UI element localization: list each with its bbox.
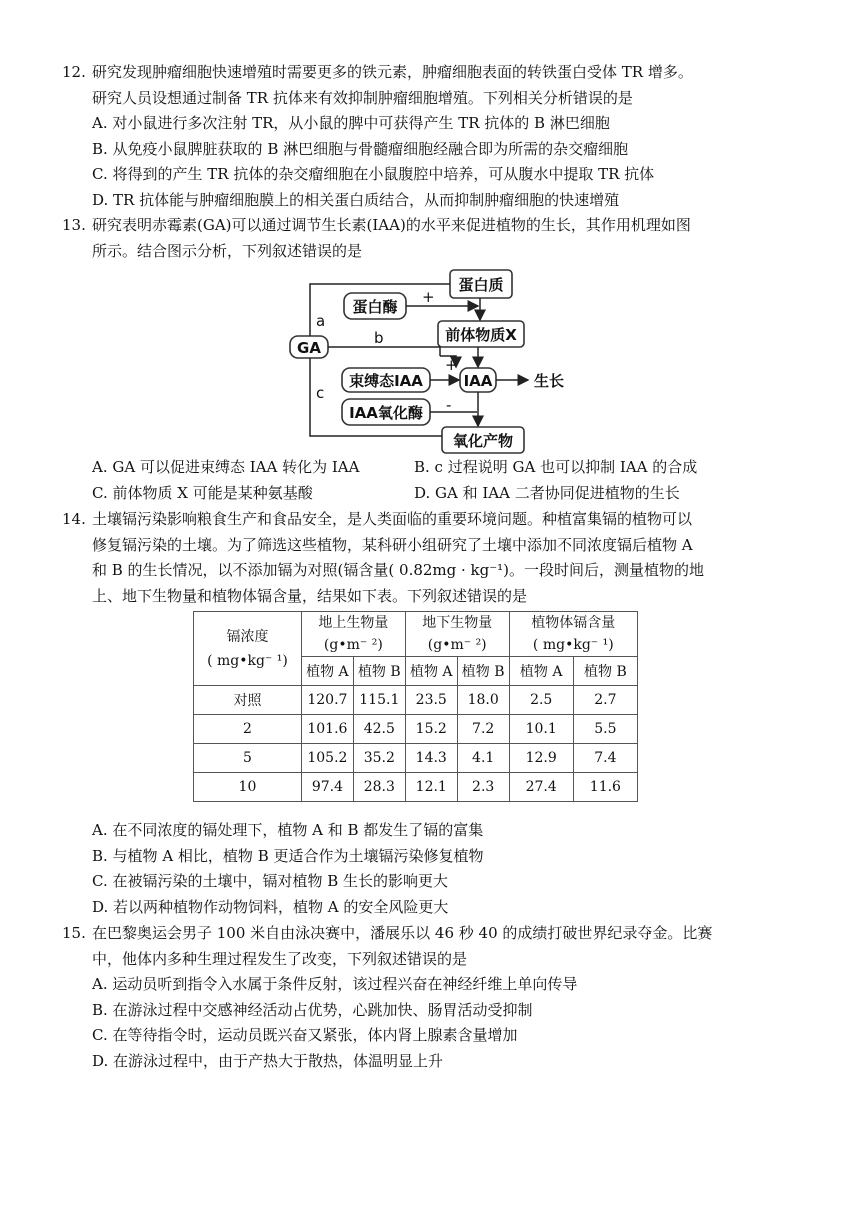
option-a: A. 在不同浓度的镉处理下，植物 A 和 B 都发生了镉的富集 (92, 821, 484, 839)
table-row: 2 101.6 42.5 15.2 7.2 10.1 5.5 (194, 715, 638, 744)
header-plant-b: 植物 B (353, 657, 405, 686)
question-stem: 研究人员设想通过制备 TR 抗体来有效抑制肿瘤细胞增殖。下列相关分析错误的是 (92, 88, 633, 107)
node-protein: 蛋白质 (458, 276, 504, 294)
question-stem: 中，他体内多种生理过程发生了改变，下列叙述错误的是 (92, 949, 468, 968)
table-row: 对照 120.7 115.1 23.5 18.0 2.5 2.7 (194, 686, 638, 715)
question-stem: 所示。结合图示分析，下列叙述错误的是 (92, 241, 363, 260)
question-13-options (62, 455, 822, 506)
option-c: C. 将得到的产生 TR 抗体的杂交瘤细胞在小鼠腹腔中培养，可从腹水中提取 TR 抗体 (92, 165, 655, 183)
option-b: B. 与植物 A 相比，植物 B 更适合作为土壤镉污染修复植物 (92, 846, 484, 865)
option-c: C. 前体物质 X 可能是某种氨基酸 (92, 483, 313, 502)
question-stem: 研究表明赤霉素(GA)可以通过调节生长素(IAA)的水平来促进植物的生长，其作用机理如图 (92, 216, 691, 234)
option-c: C. 在被镉污染的土壤中，镉对植物 B 生长的影响更大 (92, 872, 449, 890)
option-b: B. c 过程说明 GA 也可以抑制 IAA 的合成 (414, 458, 698, 476)
question-13 (62, 213, 822, 264)
path-label-b: b (374, 329, 384, 347)
question-stem: 上、地下生物量和植物体镉含量，结果如下表。下列叙述错误的是 (92, 586, 528, 605)
question-stem: 在巴黎奥运会男子 100 米自由泳决赛中，潘展乐以 46 秒 40 的成绩打破世界纪录夺金。比赛 (92, 924, 713, 942)
node-oxidase: IAA氧化酶 (349, 404, 423, 422)
option-a: A. GA 可以促进束缚态 IAA 转化为 IAA (92, 458, 360, 476)
node-ga: GA (297, 339, 321, 357)
question-stem: 土壤镉污染影响粮食生产和食品安全，是人类面临的重要环境问题。种植富集镉的植物可以 (92, 510, 693, 528)
node-iaa: IAA (463, 372, 493, 390)
table-row: 10 97.4 28.3 12.1 2.3 27.4 11.6 (194, 773, 638, 802)
header-plant-a: 植物 A (301, 657, 353, 686)
question-number: 13. (62, 216, 86, 234)
option-d: D. 若以两种植物作动物饲料，植物 A 的安全风险更大 (92, 897, 449, 916)
path-label-c: c (316, 384, 325, 402)
sign-plus: + (445, 356, 458, 374)
path-label-a: a (316, 312, 326, 330)
question-number: 14. (62, 510, 86, 528)
sign-minus: - (446, 396, 452, 414)
header-plant-b: 植物 B (457, 657, 509, 686)
option-d: D. TR 抗体能与肿瘤细胞膜上的相关蛋白质结合，从而抑制肿瘤细胞的快速增殖 (92, 190, 620, 209)
question-stem: 修复镉污染的土壤。为了筛选这些植物，某科研小组研究了土壤中添加不同浓度镉后植物 A (92, 535, 693, 554)
node-precursor: 前体物质X (445, 326, 517, 344)
node-protease: 蛋白酶 (352, 298, 398, 316)
option-a: A. 运动员听到指令入水属于条件反射，该过程兴奋在神经纤维上单向传导 (92, 975, 578, 993)
mechanism-diagram (280, 264, 580, 456)
option-b: B. 从免疫小鼠脾脏获取的 B 淋巴细胞与骨髓瘤细胞经融合即为所需的杂交瘤细胞 (92, 139, 629, 158)
question-number: 12. (62, 63, 86, 81)
table-row: 5 105.2 35.2 14.3 4.1 12.9 7.4 (194, 744, 638, 773)
question-14-options (62, 818, 822, 920)
option-d: D. 在游泳过程中，由于产热大于散热，体温明显上升 (92, 1051, 444, 1070)
node-oxidation-product: 氧化产物 (452, 432, 514, 450)
option-a: A. 对小鼠进行多次注射 TR，从小鼠的脾中可获得产生 TR 抗体的 B 淋巴细胞 (92, 114, 610, 132)
option-b: B. 在游泳过程中交感神经活动占优势，心跳加快、肠胃活动受抑制 (92, 1000, 533, 1019)
header-plant-a: 植物 A (405, 657, 457, 686)
question-stem: 研究发现肿瘤细胞快速增殖时需要更多的铁元素，肿瘤细胞表面的转铁蛋白受体 TR 增多。 (92, 63, 693, 81)
node-growth: 生长 (534, 372, 565, 390)
option-d: D. GA 和 IAA 二者协同促进植物的生长 (414, 483, 680, 502)
header-above-biomass: 地上生物量 (g•m⁻ ²) (301, 612, 405, 657)
node-bound-iaa: 束缚态IAA (349, 372, 423, 390)
header-concentration: 镉浓度 ( mg•kg⁻ ¹) (194, 612, 302, 686)
header-cd-content: 植物体镉含量 ( mg•kg⁻ ¹) (509, 612, 637, 657)
sign-plus: + (422, 288, 435, 306)
question-stem: 和 B 的生长情况，以不添加镉为对照(镉含量( 0.82mg · kg⁻¹)。一段时间后，测量植物的地 (92, 561, 705, 579)
question-15 (62, 921, 822, 1074)
question-12 (62, 60, 822, 213)
header-plant-a: 植物 A (509, 657, 573, 686)
question-14 (62, 507, 822, 609)
cadmium-table (193, 611, 638, 802)
question-number: 15. (62, 924, 86, 942)
header-plant-b: 植物 B (573, 657, 637, 686)
option-c: C. 在等待指令时，运动员既兴奋又紧张，体内肾上腺素含量增加 (92, 1026, 518, 1044)
header-below-biomass: 地下生物量 (g•m⁻ ²) (405, 612, 509, 657)
